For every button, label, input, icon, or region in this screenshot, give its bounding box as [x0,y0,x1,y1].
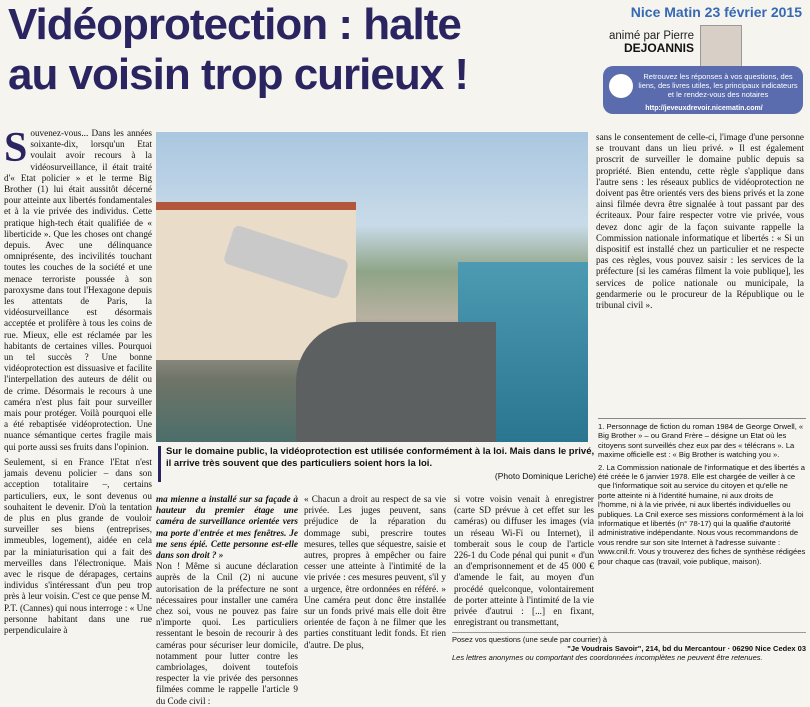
article-paragraph: sans le consentement de celle-ci, l'image d'une personne se trouvant dans un lieu privé. » Il est également proscrit de surveiller le domaine public depuis sa propriété. Bien entendu, cette règle s'applique dans l'autre sens : les réseaux publics de vidéoprotection ne doivent pas être orientés vers des biens privés et la zone ainsi filmée devra être signalée à tout passant par des écriteaux. Pour faire respecter votre vie privée, vous devez donc agir de la façon suivante rappelle la Commission nationale informatique et libertés : « Si un dispositif est installé chez un particulier et ne respecte pas ces règles, vous pouvez saisir : les services de la préfecture [si les caméras filment la voie publique], les services de police nationale ou municipale, la gendarmerie ou le procureur de la République ou le tribunal civil ». [596,132,804,311]
reader-question: ma mienne a installé sur sa façade à hauteur du premier étage une caméra de surveillance orientée vers ma porte d'entrée et mes fenêtres. Je me sens épié. Cette personne est-elle dans son droit ? » [156,494,298,561]
author-name: DEJOANNIS [623,41,694,55]
headline-line-1: Vidéoprotection : halte [8,0,461,49]
author-prefix: animé par Pierre [608,30,694,42]
drop-cap: S [4,125,28,171]
footer-address: "Je Voudrais Savoir", 214, bd du Mercantour · 06290 Nice Cedex 03 [567,644,806,653]
footnotes [598,418,806,569]
footnote-1: 1. Personnage de fiction du roman 1984 de George Orwell, « Big Brother » – ou Grand Frère – désigne un Etat où les citoyens sont surveillés chez eux par des « télécrans ». La maxime officielle est : « Big Brother is watching you ». [598,422,804,460]
article-paragraph: « Chacun a droit au respect de sa vie privée. Les juges peuvent, sans préjudice de la réparation du dommage subi, prescrire toutes mesures, telles que séquestre, saisie et autres, propres à empêcher ou faire cesser une atteinte à l'intimité de la vie privée : ces mesures peuvent, s'il y a urgence, être ordonnées en référé. » Une caméra peut donc être installée sur un fonds privé mais elle doit être orientée de façon à ne filmer que les parties constituant ledit fonds. Et rien d'autre. De plus, [304,494,446,650]
article-paragraph: Non ! Même si aucune déclaration auprès de la Cnil (2) ni aucune autorisation de la préfecture ne sont nécessaires pour installer une caméra chez soi, vous ne pouvez pas faire n'importe quoi. Les particuliers ressentant le besoin de recourir à des caméras pour sécuriser leur domicile, notamment pour lutter contre les cambriolages, doivent toutefois respecter la vie privée des personnes filmées comme le rappelle l'article 9 du Code civil : [156,561,298,706]
article-column-right [596,132,804,311]
headline [8,0,588,100]
article-paragraph: si votre voisin venait à enregistrer (carte SD prévue à cet effet sur les caméras) ou diffuser les images (via un réseau Wi-Fi ou Internet), il tomberait sous le coup de l'article 226-1 du Code pénal qui punit « d'un an d'emprisonnement et de 45 000 € d'amende le fait, au moyen d'un procédé quelconque, volontairement de porter atteinte à l'intimité de la vie privée d'autrui : [...] en fixant, enregistrant ou transmettant, [454,494,594,628]
headline-line-2: au voisin trop curieux ! [8,50,469,99]
author-byline [606,30,694,54]
footer-line: Posez vos questions (une seule par courrier) à [452,635,608,644]
article-column-3 [304,494,446,651]
article-photo [156,132,588,442]
footnote-2: 2. La Commission nationale de l'informatique et des libertés a été créée le 6 janvier 1978. Elle est chargée de veiller à ce que l'informatique soit au service du citoyen et qu'elle ne porte atteinte ni à l'identité humaine, ni aux droits de l'homme, ni à la vie privée, ni aux libertés individuelles ou publiques. La Cnil exerce ses missions conformément à la loi Informatique et libertés (n° 78-17) qui la qualifie d'autorité administrative indépendante. Nous vous recommandons de vous rendre sur son site Internet à l'adresse suivante : www.cnil.fr. Vous y trouverez des fiches de synthèse rédigées pour chaque cas (travail, voie publique, maison). [598,462,806,566]
article-paragraph: ouvenez-vous... Dans les années soixante-dix, lorsqu'un Etat voulait avoir recours à la vidéosurveillance, il était traité d'« Etat policier » et le terme Big Brother (1) lui était aussitôt décerné pour atteinte aux libertés fondamentales et à la vie privée des individus. Cette pratique high-tech était qualifiée de « liberticide ». Que les choses ont changé depuis. Avec une délinquance omniprésente, des incivilités touchant toutes les couches de la société et une menace terroriste poussée à son paroxysme dans tout l'Hexagone depuis les attentats de Paris, la vidéosurveillance est désormais acceptée et prolifère à tous les coins de rue. Mieux, elle est réclamée par les habitants de certaines villes. Pourquoi un tel succès ? Une bonne vidéoprotection est dissuasive et facilite l'interpellation des auteurs de délit ou de crime. Désormais le recours à une caméra n'est plus fait pour surveiller mais pour protéger. Voilà pourquoi elle a été rebaptisée vidéoprotection. Une nuance sémantique certes fragile mais qui porte aussi ses fruits dans l'opinion. [4,128,152,452]
speech-bubble-icon [609,74,633,98]
author-portrait [700,25,742,67]
photo-caption [158,446,596,482]
photo-credit: (Photo Dominique Leriche) [494,471,596,481]
article-paragraph: Seulement, si en France l'Etat n'est jamais devenu policier – dans son acception totalitaire –, certains particuliers, eux, le sont devenus ou souhaitent le devenir. D'où la tentation de plus en plus grande de vouloir surveiller ses biens (entreprises, immeubles, logement), aidée en cela par la miniaturisation qui a fait des merveilles dans l'électronique. Mais avec le risque de dérapages, certains individus s'intéressant d'un peu trop près à leur voisin. C'est ce que pense M. P.T. (Cannes) qui nous interroge : « Une personne habitant dans une rue perpendiculaire à [4,456,152,635]
footer-contact [452,632,806,662]
promo-text: Retrouvez les réponses à vos questions, des liens, des livres utiles, les principaux indicateurs et le rendez-vous des notaires [638,72,798,99]
source-label: Nice Matin 23 février 2015 [630,4,802,20]
promo-banner[interactable] [603,66,803,114]
promo-url[interactable]: http://jeveuxdrevoir.nicematin.com/ [645,105,763,112]
caption-text: Sur le domaine public, la vidéoprotection est utilisée conformément à la loi. Mais dans le privé, il arrive très souvent que des particuliers soient hors la loi. [166,446,595,469]
photo-road [296,322,496,442]
article-column-2 [156,494,298,707]
footer-note: Les lettres anonymes ou comportant des coordonnées incomplètes ne peuvent être retenues. [452,653,763,662]
article-column-4 [454,494,594,628]
article-column-1 [4,125,152,636]
